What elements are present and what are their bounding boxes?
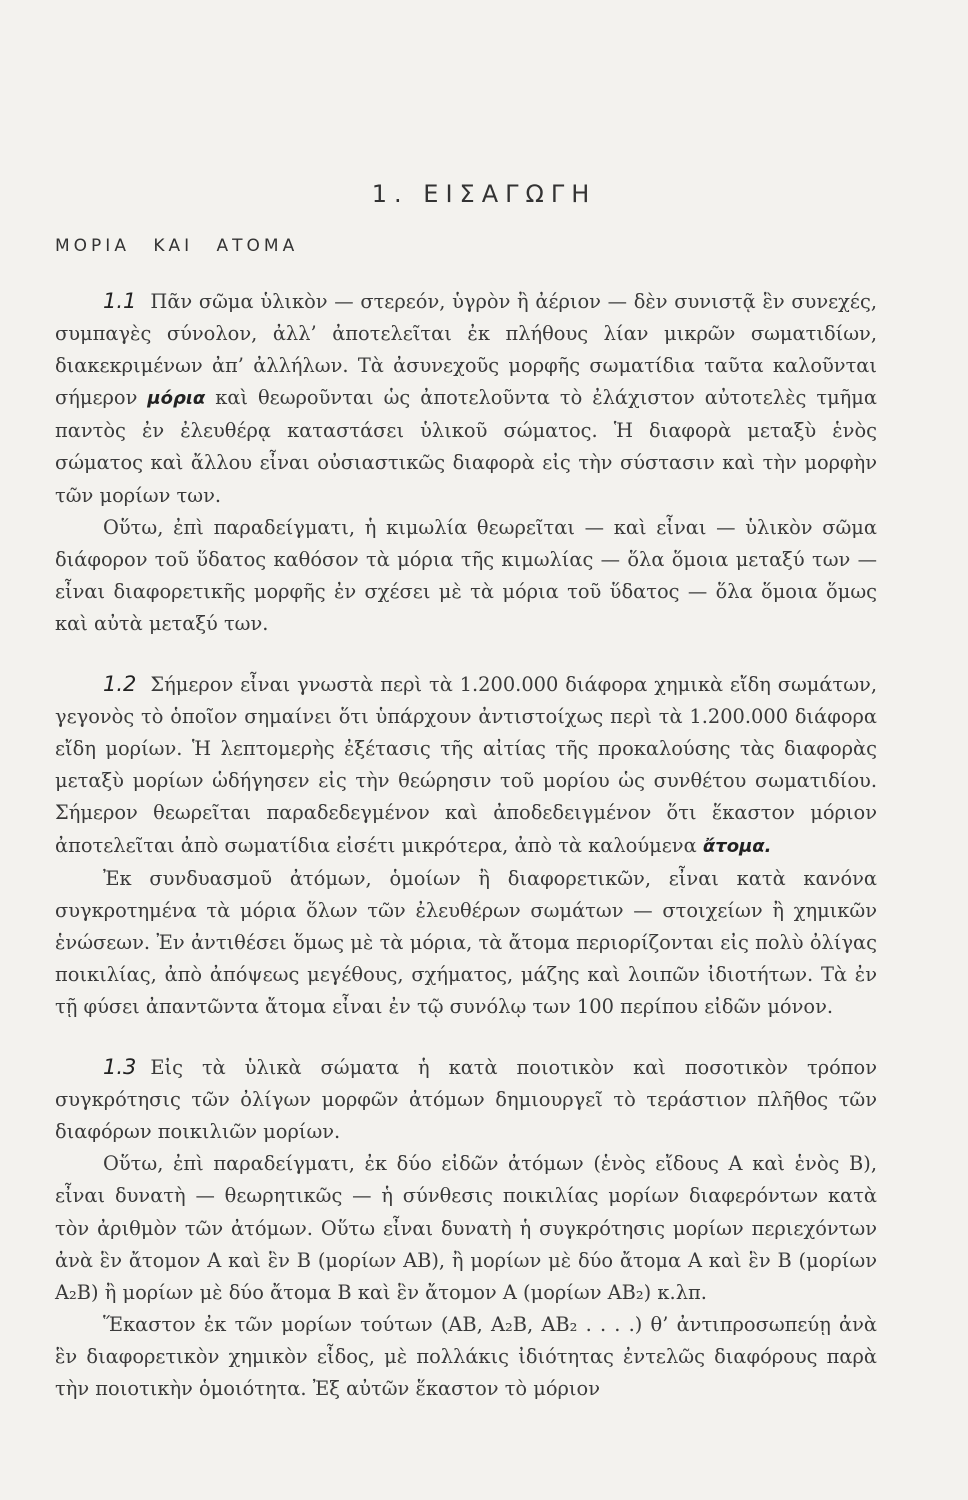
paragraph-text: Πᾶν σῶμα ὑλικὸν — στερεόν, ὑγρὸν ἢ ἀέριον — δὲν συνιστᾷ ἓν συνεχές, συμπαγὲς σύνολον, ἀλλ’ ἀποτελεῖται ἐκ πλήθους λίαν μικρῶν σωματιδίων, διακεκριμένων ἀπ’ ἀλλήλων. Τὰ ἀσυνεχοῦς μορφῆς σωματίδια ταῦτα καλοῦνται σήμερον (55, 290, 877, 410)
paragraph-1-2 (55, 668, 877, 863)
section-heading: ΜΟΡΙΑ ΚΑΙ ΑΤΟΜΑ (55, 236, 299, 256)
chapter-name: ΕΙΣΑΓΩΓΗ (423, 180, 597, 208)
paragraph-text: Σήμερον εἶναι γνωστὰ περὶ τὰ 1.200.000 διάφορα χημικὰ εἴδη σωμάτων, γεγονὸς τὸ ὁποῖον σημαίνει ὅτι ὑπάρχουν ἀντιστοίχως περὶ τὰ 1.200.000 διάφορα εἴδη μορίων. Ἡ λεπτομερὴς ἐξέτασις τῆς αἰτίας τῆς προκαλούσης τὰς διαφορὰς μεταξὺ μορίων ὡδήγησεν εἰς τὴν θεώρησιν τοῦ μορίου ὡς συνθέτου σωματιδίου. Σήμερον θεωρεῖται παραδεδεγμένον καὶ ἀποδεδειγμένον ὅτι ἕκαστον μόριον ἀποτελεῖται ἀπὸ σωματίδια εἰσέτι μικρότερα, ἀπὸ τὰ καλούμενα (55, 673, 877, 857)
term-atoms: ἄτομα. (702, 835, 772, 857)
paragraph-1-1 (55, 285, 877, 512)
chapter-number: 1. (371, 180, 409, 208)
body-text (55, 285, 877, 1405)
paragraph-1-2-continued: Ἐκ συνδυασμοῦ ἀτόμων, ὁμοίων ἢ διαφορετικῶν, εἶναι κατὰ κανόνα συγκροτημένα τὰ μόρια ὅλων τῶν ἐλευθέρων σωμάτων — στοιχείων ἢ χημικῶν ἑνώσεων. Ἐν ἀντιθέσει ὅμως μὲ τὰ μόρια, τὰ ἄτομα περιορίζονται εἰς πολὺ ὀλίγας ποικιλίας, ἀπὸ ἀπόψεως μεγέθους, σχήματος, μάζης καὶ λοιπῶν ἰδιοτήτων. Τὰ ἐν τῇ φύσει ἀπαντῶντα ἄτομα εἶναι ἐν τῷ συνόλῳ των 100 περίπου εἰδῶν μόνον. (55, 866, 877, 1018)
chapter-title (0, 180, 968, 208)
paragraph-1-3-continued: Ἕκαστον ἐκ τῶν μορίων τούτων (ΑΒ, Α₂Β, ΑΒ₂ . . . .) θ’ ἀντιπροσωπεύῃ ἀνὰ ἓν διαφορετικὸν χημικὸν εἶδος, μὲ πολλάκις ἰδιότητας ἐντελῶς διαφόρους παρὰ τὴν ποιοτικὴν ὁμοιότητα. Ἐξ αὐτῶν ἕκαστον τὸ μόριον (55, 1312, 877, 1400)
paragraph-text: καὶ θεωροῦνται ὡς ἀποτελοῦντα τὸ ἐλάχιστον αὐτοτελὲς τμῆμα παντὸς ἐν ἐλευθέρᾳ καταστάσει ὑλικοῦ σώματος. Ἡ διαφορὰ μεταξὺ ἑνὸς σώματος καὶ ἄλλου εἶναι οὐσιαστικῶς διαφορὰ εἰς τὴν σύστασιν καὶ τὴν μορφὴν τῶν μορίων των. (55, 386, 877, 507)
paragraph-1-3-example: Οὕτω, ἐπὶ παραδείγματι, ἐκ δύο εἰδῶν ἀτόμων (ἑνὸς εἴδους Α καὶ ἑνὸς Β), εἶναι δυνατὴ — θεωρητικῶς — ἡ σύνθεσις ποικιλίας μορίων διαφερόντων κατὰ τὸν ἀριθμὸν τῶν ἀτόμων. Οὕτω εἶναι δυνατὴ ἡ συγκρότησις μορίων περιεχόντων ἀνὰ ἓν ἄτομον Α καὶ ἓν Β (μορίων ΑΒ), ἢ μορίων μὲ δύο ἄτομα Α καὶ ἓν Β (μορίων Α₂Β) ἢ μορίων μὲ δύο ἄτομα Β καὶ ἓν ἄτομον Α (μορίων ΑΒ₂) κ.λπ. (55, 1152, 877, 1304)
paragraph-number: 1.2 (103, 672, 137, 697)
paragraph-1-1-continued: Οὕτω, ἐπὶ παραδείγματι, ἡ κιμωλία θεωρεῖται — καὶ εἶναι — ὑλικὸν σῶμα διάφορον τοῦ ὕδατος καθόσον τὰ μόρια τῆς κιμωλίας — ὅλα ὅμοια μεταξύ των — εἶναι διαφορετικῆς μορφῆς ἐν σχέσει μὲ τὰ μόρια τοῦ ὕδατος — ὅλα ὅμοια ὅμως καὶ αὐτὰ μεταξύ των. (55, 515, 877, 635)
paragraph-1-3 (55, 1051, 877, 1148)
term-molecules: μόρια (147, 388, 206, 410)
paragraph-number: 1.1 (103, 289, 137, 313)
paragraph-text: Εἰς τὰ ὑλικὰ σώματα ἡ κατὰ ποιοτικὸν καὶ ποσοτικὸν τρόπον συγκρότησις τῶν ὀλίγων μορφῶν ἀτόμων δημιουργεῖ τὸ τεράστιον πλῆθος τῶν διαφόρων ποικιλιῶν μορίων. (55, 1056, 877, 1144)
paragraph-number: 1.3 (103, 1055, 137, 1080)
